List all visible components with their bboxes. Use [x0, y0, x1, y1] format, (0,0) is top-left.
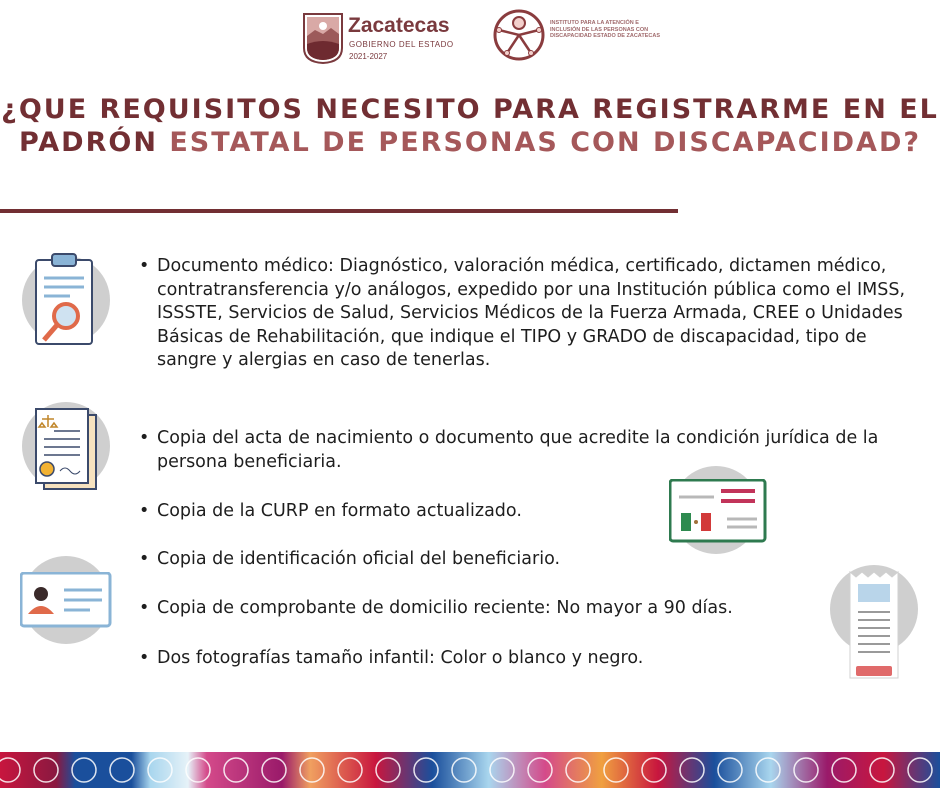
requirement-medical-document: • Documento médico: Diagnóstico, valoración médica, certificado, dictamen médico, contratransferencia y/o análogos, expedido por una Institución pública como el IMSS, ISSSTE, Servicios de Salud, Servicios Médicos de la Fuerza Armada, CREE o Unidades Básicas de Rehabilitación, que indique el TIPO y GRADO de discapacidad, tipo de sangre y alergias en caso de tenerlas. — [157, 255, 907, 373]
requirement-curp: • Copia de la CURP en formato actualizado. — [157, 500, 907, 524]
gov-logo-years: 2021-2027 — [349, 52, 388, 61]
decorative-footer-band — [0, 752, 940, 788]
requirement-photos: • Dos fotografías tamaño infantil: Color o blanco y negro. — [157, 647, 907, 671]
title-dark: ¿QUE REQUISITOS NECESITO PARA REGISTRARME EN EL PADRÓN — [1, 94, 939, 158]
requirement-proof-of-address: • Copia de comprobante de domicilio reciente: No mayor a 90 días. — [157, 597, 907, 621]
page-title — [0, 93, 940, 159]
vitruvian-person-icon — [492, 8, 546, 62]
zacatecas-logo — [302, 12, 344, 68]
title-divider — [0, 209, 678, 213]
institute-logo — [492, 8, 546, 66]
zacatecas-shield-icon — [302, 12, 344, 64]
legal-certificate-icon — [30, 405, 100, 495]
id-card-icon — [20, 572, 112, 628]
requirement-birth-certificate: • Copia del acta de nacimiento o documento que acredite la condición jurídica de la persona beneficiaria. — [157, 427, 907, 474]
gov-logo-name: Zacatecas — [348, 14, 450, 37]
institute-logo-text: INSTITUTO PARA LA ATENCIÓN E INCLUSIÓN DE LAS PERSONAS CON DISCAPACIDAD ESTADO DE ZACATECAS — [550, 20, 661, 39]
title-light: ESTATAL DE PERSONAS CON DISCAPACIDAD? — [169, 127, 922, 158]
requirement-official-id: • Copia de identificación oficial del beneficiario. — [157, 548, 907, 572]
gov-logo-subtitle: GOBIERNO DEL ESTADO — [349, 40, 454, 49]
clipboard-magnifier-icon — [30, 250, 100, 350]
